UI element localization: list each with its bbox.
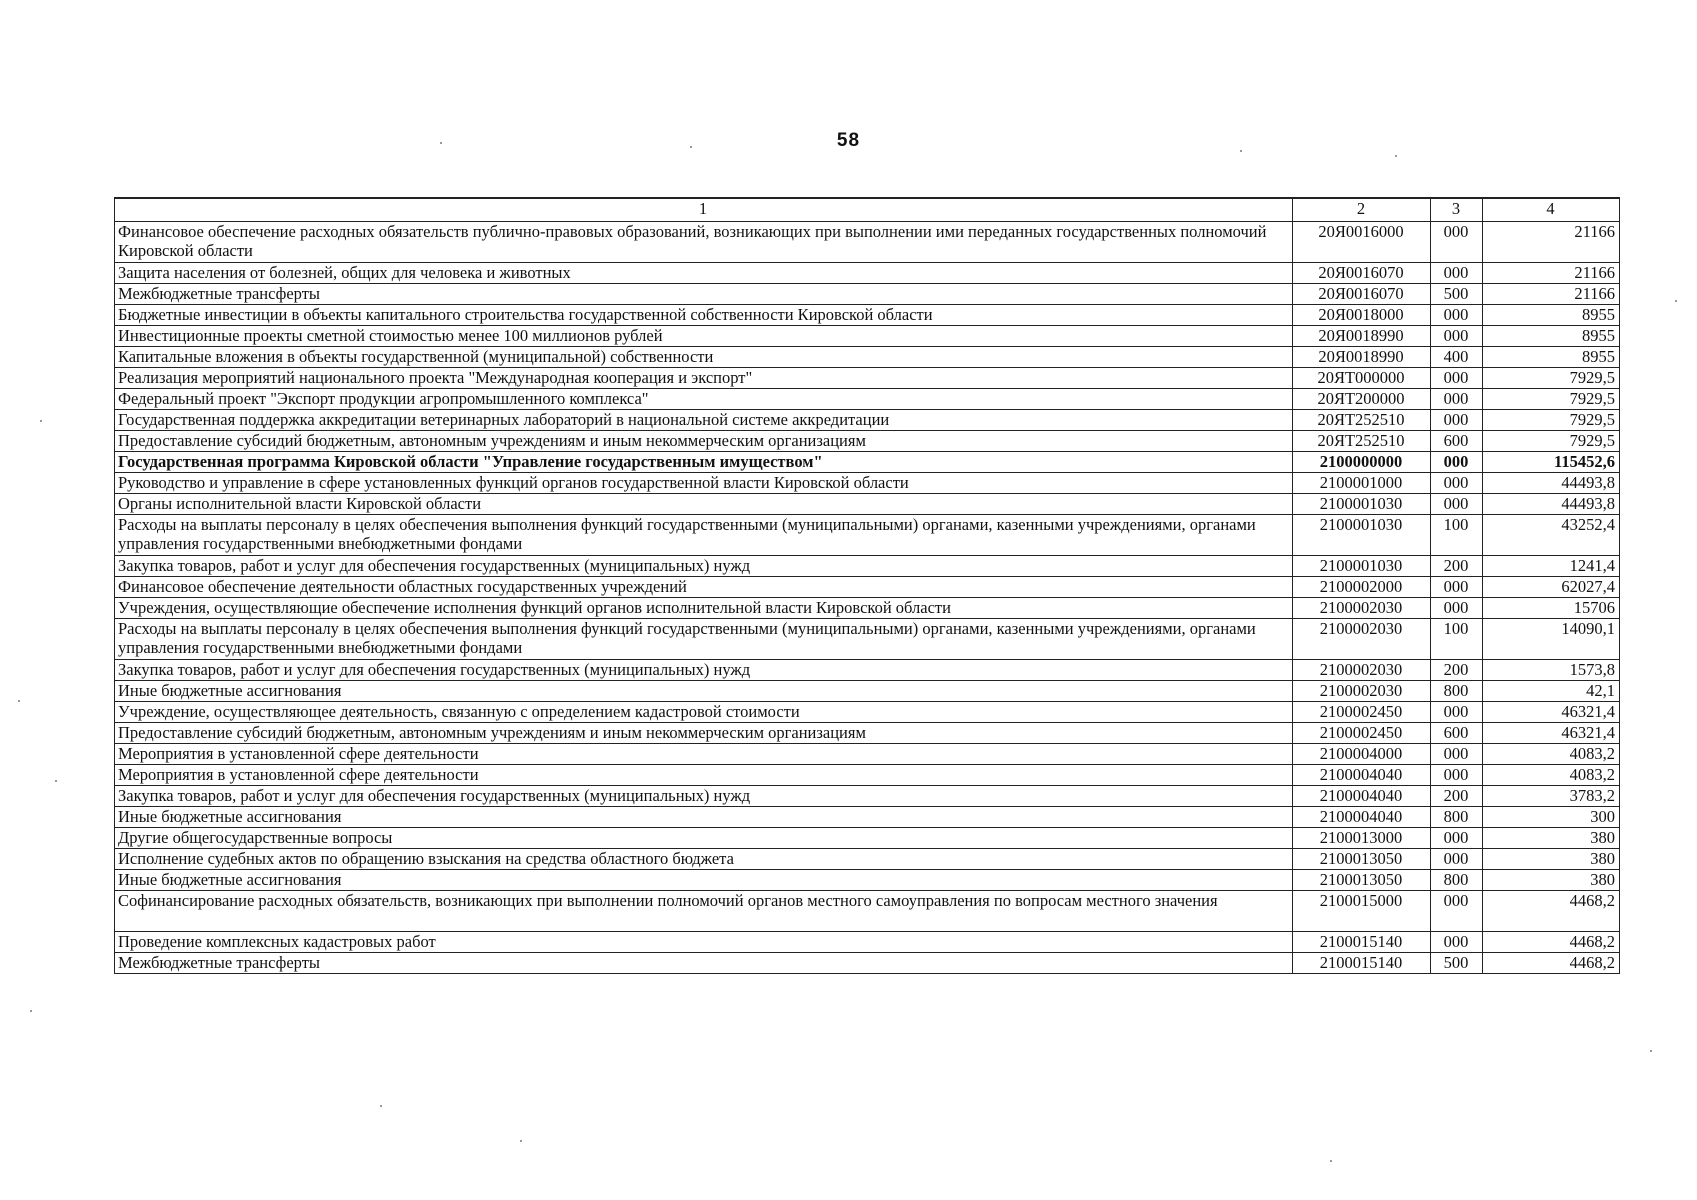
- scan-speck: [1240, 150, 1242, 152]
- row-sum-cell: 3783,2: [1483, 786, 1620, 807]
- row-code-cell: 2100013050: [1293, 849, 1431, 870]
- row-code-cell: 2100002450: [1293, 723, 1431, 744]
- table-row: [115, 681, 1620, 702]
- row-code-cell: 2100001000: [1293, 473, 1431, 494]
- row-sum-cell: 380: [1483, 828, 1620, 849]
- row-code-cell: 2100002450: [1293, 702, 1431, 723]
- row-name-cell: Капитальные вложения в объекты государственной (муниципальной) собственности: [115, 347, 1293, 368]
- header-col-2: 2: [1293, 198, 1431, 222]
- row-name-cell: Закупка товаров, работ и услуг для обеспечения государственных (муниципальных) нужд: [115, 786, 1293, 807]
- row-vr-cell: 000: [1431, 828, 1483, 849]
- row-code-cell: 20Я0016000: [1293, 222, 1431, 263]
- table-row: [115, 494, 1620, 515]
- table-row: [115, 660, 1620, 681]
- row-name-cell: Межбюджетные трансферты: [115, 953, 1293, 974]
- row-sum-cell: 8955: [1483, 305, 1620, 326]
- row-code-cell: 2100004000: [1293, 744, 1431, 765]
- row-sum-cell: 4468,2: [1483, 891, 1620, 932]
- row-vr-cell: 000: [1431, 263, 1483, 284]
- row-sum-cell: 43252,4: [1483, 515, 1620, 556]
- row-sum-cell: 380: [1483, 870, 1620, 891]
- row-name-cell: Федеральный проект "Экспорт продукции агропромышленного комплекса": [115, 389, 1293, 410]
- row-name-cell: Органы исполнительной власти Кировской области: [115, 494, 1293, 515]
- row-code-cell: 2100015000: [1293, 891, 1431, 932]
- row-vr-cell: 600: [1431, 723, 1483, 744]
- table-body: [115, 222, 1620, 974]
- table-header-row: [115, 198, 1620, 222]
- table-row: [115, 723, 1620, 744]
- row-name-cell: Мероприятия в установленной сфере деятельности: [115, 765, 1293, 786]
- row-code-cell: 2100013000: [1293, 828, 1431, 849]
- row-name-cell: Защита населения от болезней, общих для человека и животных: [115, 263, 1293, 284]
- row-vr-cell: 400: [1431, 347, 1483, 368]
- row-code-cell: 2100002000: [1293, 577, 1431, 598]
- scan-speck: [440, 142, 442, 144]
- row-name-cell: Закупка товаров, работ и услуг для обеспечения государственных (муниципальных) нужд: [115, 556, 1293, 577]
- row-name-cell: Расходы на выплаты персоналу в целях обеспечения выполнения функций государственными (муниципальными) органами, казенными учреждениями, органами управления государственными внебюджетными фондами: [115, 619, 1293, 660]
- table-row: [115, 807, 1620, 828]
- row-code-cell: 20ЯТ252510: [1293, 431, 1431, 452]
- row-vr-cell: 800: [1431, 807, 1483, 828]
- scan-speck: [1330, 1160, 1332, 1162]
- row-code-cell: 20Я0018990: [1293, 347, 1431, 368]
- row-vr-cell: 000: [1431, 849, 1483, 870]
- table-row: [115, 932, 1620, 953]
- row-vr-cell: 200: [1431, 660, 1483, 681]
- row-code-cell: 20ЯТ000000: [1293, 368, 1431, 389]
- row-name-cell: Мероприятия в установленной сфере деятельности: [115, 744, 1293, 765]
- row-name-cell: Учреждение, осуществляющее деятельность, связанную с определением кадастровой стоимости: [115, 702, 1293, 723]
- row-code-cell: 2100004040: [1293, 765, 1431, 786]
- scan-speck: [520, 1140, 522, 1142]
- table-row: [115, 619, 1620, 660]
- row-sum-cell: 21166: [1483, 222, 1620, 263]
- table-row: [115, 765, 1620, 786]
- row-code-cell: 2100001030: [1293, 494, 1431, 515]
- page-number: 58: [836, 130, 861, 151]
- table-row: [115, 431, 1620, 452]
- row-vr-cell: 000: [1431, 473, 1483, 494]
- scan-speck: [1395, 155, 1397, 157]
- table-row: [115, 870, 1620, 891]
- table-row: [115, 473, 1620, 494]
- row-code-cell: 20Я0016070: [1293, 263, 1431, 284]
- row-name-cell: Исполнение судебных актов по обращению взыскания на средства областного бюджета: [115, 849, 1293, 870]
- row-code-cell: 2100015140: [1293, 953, 1431, 974]
- table-row: [115, 849, 1620, 870]
- row-vr-cell: 000: [1431, 368, 1483, 389]
- table-row: [115, 368, 1620, 389]
- row-vr-cell: 000: [1431, 702, 1483, 723]
- row-code-cell: 20Я0016070: [1293, 284, 1431, 305]
- row-vr-cell: 800: [1431, 870, 1483, 891]
- row-vr-cell: 000: [1431, 765, 1483, 786]
- row-vr-cell: 000: [1431, 222, 1483, 263]
- table-row: [115, 577, 1620, 598]
- row-name-cell: Учреждения, осуществляющие обеспечение исполнения функций органов исполнительной власти Кировской области: [115, 598, 1293, 619]
- row-sum-cell: 8955: [1483, 326, 1620, 347]
- table-row: [115, 598, 1620, 619]
- row-name-cell: Предоставление субсидий бюджетным, автономным учреждениям и иным некоммерческим организациям: [115, 723, 1293, 744]
- row-name-cell: Расходы на выплаты персоналу в целях обеспечения выполнения функций государственными (муниципальными) органами, казенными учреждениями, органами управления государственными внебюджетными фондами: [115, 515, 1293, 556]
- row-code-cell: 2100015140: [1293, 932, 1431, 953]
- table-row: [115, 702, 1620, 723]
- table-row: [115, 389, 1620, 410]
- row-sum-cell: 42,1: [1483, 681, 1620, 702]
- header-col-4: 4: [1483, 198, 1620, 222]
- scan-speck: [690, 146, 692, 148]
- row-name-cell: Инвестиционные проекты сметной стоимостью менее 100 миллионов рублей: [115, 326, 1293, 347]
- row-vr-cell: 600: [1431, 431, 1483, 452]
- row-sum-cell: 1241,4: [1483, 556, 1620, 577]
- row-sum-cell: 300: [1483, 807, 1620, 828]
- row-code-cell: 20ЯТ252510: [1293, 410, 1431, 431]
- row-name-cell: Другие общегосударственные вопросы: [115, 828, 1293, 849]
- row-name-cell: Иные бюджетные ассигнования: [115, 870, 1293, 891]
- table-row: [115, 284, 1620, 305]
- scan-speck: [1675, 300, 1677, 302]
- row-vr-cell: 500: [1431, 284, 1483, 305]
- row-name-cell: Финансовое обеспечение расходных обязательств публично-правовых образований, возникающих при выполнении ими переданных государственных полномочий Кировской области: [115, 222, 1293, 263]
- row-vr-cell: 000: [1431, 598, 1483, 619]
- row-code-cell: 2100001030: [1293, 515, 1431, 556]
- row-name-cell: Государственная поддержка аккредитации ветеринарных лабораторий в национальной системе аккредитации: [115, 410, 1293, 431]
- table-row: [115, 786, 1620, 807]
- table-row: [115, 556, 1620, 577]
- row-name-cell: Предоставление субсидий бюджетным, автономным учреждениям и иным некоммерческим организациям: [115, 431, 1293, 452]
- row-name-cell: Закупка товаров, работ и услуг для обеспечения государственных (муниципальных) нужд: [115, 660, 1293, 681]
- table-row: [115, 953, 1620, 974]
- row-vr-cell: 100: [1431, 619, 1483, 660]
- row-sum-cell: 21166: [1483, 263, 1620, 284]
- row-code-cell: 2100001030: [1293, 556, 1431, 577]
- row-vr-cell: 000: [1431, 891, 1483, 932]
- row-name-cell: Межбюджетные трансферты: [115, 284, 1293, 305]
- row-vr-cell: 000: [1431, 305, 1483, 326]
- row-code-cell: 2100004040: [1293, 786, 1431, 807]
- row-sum-cell: 4468,2: [1483, 932, 1620, 953]
- table-row: [115, 515, 1620, 556]
- table-row: [115, 222, 1620, 263]
- scan-speck: [30, 1010, 32, 1012]
- row-code-cell: 2100002030: [1293, 598, 1431, 619]
- row-sum-cell: 1573,8: [1483, 660, 1620, 681]
- row-name-cell: Бюджетные инвестиции в объекты капитального строительства государственной собственности Кировской области: [115, 305, 1293, 326]
- row-vr-cell: 000: [1431, 410, 1483, 431]
- row-sum-cell: 21166: [1483, 284, 1620, 305]
- row-vr-cell: 200: [1431, 786, 1483, 807]
- row-vr-cell: 000: [1431, 326, 1483, 347]
- table-row: [115, 410, 1620, 431]
- table-row: [115, 891, 1620, 932]
- row-sum-cell: 15706: [1483, 598, 1620, 619]
- row-name-cell: Государственная программа Кировской области "Управление государственным имуществом": [115, 452, 1293, 473]
- row-sum-cell: 7929,5: [1483, 410, 1620, 431]
- row-name-cell: Иные бюджетные ассигнования: [115, 807, 1293, 828]
- row-vr-cell: 000: [1431, 577, 1483, 598]
- row-sum-cell: 46321,4: [1483, 723, 1620, 744]
- row-vr-cell: 000: [1431, 452, 1483, 473]
- scan-speck: [380, 1105, 382, 1107]
- row-sum-cell: 44493,8: [1483, 473, 1620, 494]
- row-vr-cell: 000: [1431, 494, 1483, 515]
- table-row: [115, 828, 1620, 849]
- row-vr-cell: 000: [1431, 389, 1483, 410]
- table-row: [115, 305, 1620, 326]
- row-vr-cell: 500: [1431, 953, 1483, 974]
- row-code-cell: 20Я0018000: [1293, 305, 1431, 326]
- row-sum-cell: 7929,5: [1483, 431, 1620, 452]
- scan-speck: [55, 780, 57, 782]
- row-name-cell: Софинансирование расходных обязательств, возникающих при выполнении полномочий органов местного самоуправления по вопросам местного значения: [115, 891, 1293, 932]
- row-sum-cell: 380: [1483, 849, 1620, 870]
- row-code-cell: 2100002030: [1293, 660, 1431, 681]
- row-sum-cell: 44493,8: [1483, 494, 1620, 515]
- row-name-cell: Проведение комплексных кадастровых работ: [115, 932, 1293, 953]
- table-row: [115, 744, 1620, 765]
- row-code-cell: 20Я0018990: [1293, 326, 1431, 347]
- row-name-cell: Реализация мероприятий национального проекта "Международная кооперация и экспорт": [115, 368, 1293, 389]
- table-row: [115, 452, 1620, 473]
- row-vr-cell: 800: [1431, 681, 1483, 702]
- row-code-cell: 20ЯТ200000: [1293, 389, 1431, 410]
- row-code-cell: 2100000000: [1293, 452, 1431, 473]
- row-sum-cell: 8955: [1483, 347, 1620, 368]
- budget-table: [114, 197, 1620, 974]
- row-sum-cell: 7929,5: [1483, 368, 1620, 389]
- scan-speck: [40, 420, 42, 422]
- row-sum-cell: 4083,2: [1483, 765, 1620, 786]
- row-sum-cell: 7929,5: [1483, 389, 1620, 410]
- header-col-1: 1: [115, 198, 1293, 222]
- table-row: [115, 263, 1620, 284]
- scan-speck: [18, 700, 20, 702]
- row-sum-cell: 4468,2: [1483, 953, 1620, 974]
- row-name-cell: Финансовое обеспечение деятельности областных государственных учреждений: [115, 577, 1293, 598]
- row-sum-cell: 115452,6: [1483, 452, 1620, 473]
- row-code-cell: 2100002030: [1293, 619, 1431, 660]
- row-code-cell: 2100004040: [1293, 807, 1431, 828]
- row-name-cell: Иные бюджетные ассигнования: [115, 681, 1293, 702]
- row-vr-cell: 000: [1431, 932, 1483, 953]
- row-code-cell: 2100002030: [1293, 681, 1431, 702]
- header-col-3: 3: [1431, 198, 1483, 222]
- scan-speck: [1650, 1050, 1652, 1052]
- row-vr-cell: 200: [1431, 556, 1483, 577]
- row-sum-cell: 46321,4: [1483, 702, 1620, 723]
- row-sum-cell: 4083,2: [1483, 744, 1620, 765]
- row-vr-cell: 000: [1431, 744, 1483, 765]
- table-row: [115, 326, 1620, 347]
- row-sum-cell: 62027,4: [1483, 577, 1620, 598]
- row-name-cell: Руководство и управление в сфере установленных функций органов государственной власти Кировской области: [115, 473, 1293, 494]
- row-code-cell: 2100013050: [1293, 870, 1431, 891]
- table-row: [115, 347, 1620, 368]
- row-vr-cell: 100: [1431, 515, 1483, 556]
- row-sum-cell: 14090,1: [1483, 619, 1620, 660]
